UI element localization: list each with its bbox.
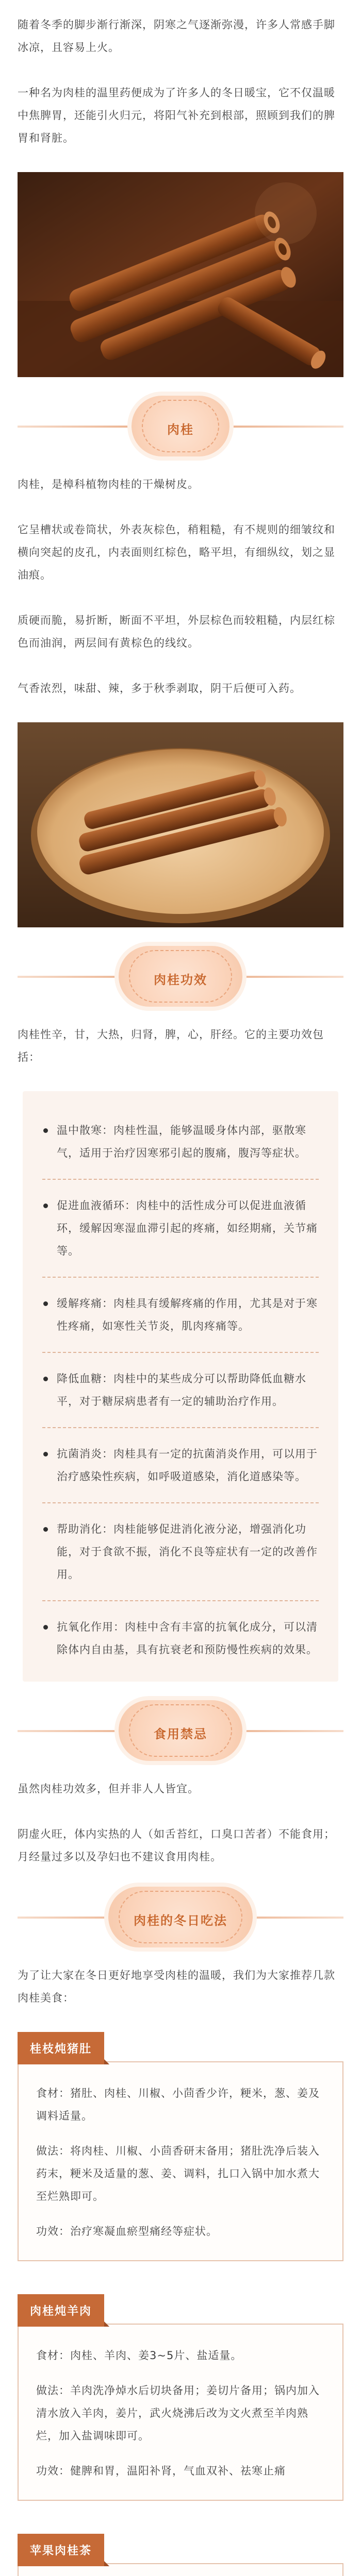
- effects-box: [23, 1091, 338, 1682]
- effect-item: 温中散寒：肉桂性温，能够温暖身体内部，驱散寒气，适用于治疗因寒邪引起的腹痛，腹泻等症状。: [42, 1119, 319, 1164]
- recipe-method: 做法：羊肉洗净焯水后切块备用；姜切片备用；锅内加入清水放入羊肉，姜片，武火烧沸后改为文火煮至羊肉熟烂，加入盐调味即可。: [36, 2384, 320, 2442]
- effect-item: 缓解疼痛：肉桂具有缓解疼痛的作用，尤其是对于寒性疼痛，如寒性关节炎，肌肉疼痛等。: [42, 1292, 319, 1337]
- effect-item: 降低血糖：肉桂中的某些成分可以帮助降低血糖水平，对于糖尿病患者有一定的辅助治疗作用。: [42, 1367, 319, 1413]
- effect-item: 抗氧化作用：肉桂中含有丰富的抗氧化成分，可以清除体内自由基，具有抗衰老和预防慢性疾病的效果。: [42, 1616, 319, 1661]
- recipe-benefit: 功效：治疗寒凝血瘀型痛经等症状。: [36, 2225, 218, 2238]
- effect-item: 抗菌消炎：肉桂具有一定的抗菌消炎作用，可以用于治疗感染性疾病，如呼吸道感染，消化道感染等。: [42, 1443, 319, 1488]
- effects-intro: 肉桂性辛，甘，大热，归肾，脾，心，肝经。它的主要功效包括：: [18, 1028, 324, 1063]
- recipe-title: 苹果肉桂茶: [18, 2534, 104, 2566]
- recipe-card: [18, 2294, 343, 2501]
- effect-item: 帮助消化：肉桂能够促进消化液分泌，增强消化功能，对于食欲不振，消化不良等症状有一定的改善作用。: [42, 1518, 319, 1586]
- recipe-title: 肉桂炖羊肉: [18, 2294, 104, 2327]
- section-title-gongxiao: [18, 927, 343, 1010]
- recipe-ingredients: 食材：肉桂、羊肉、姜3~5片、盐适量。: [36, 2349, 242, 2362]
- section-title-shipu: [18, 1868, 343, 1951]
- section-title-rougui: [18, 377, 343, 460]
- recipe-card: [18, 2534, 343, 2576]
- recipe-title: 桂枝炖猪肚: [18, 2032, 104, 2064]
- cinnamon-plate-photo: [18, 722, 343, 927]
- effect-item: 促进血液循环：肉桂中的活性成分可以促进血液循环，缓解因寒湿血滞引起的疼痛，如经期痛，关节痛等。: [42, 1194, 319, 1262]
- intro-paragraph-2: 一种名为肉桂的温里药便成为了许多人的冬日暖宝，它不仅温暖中焦脾胃，还能引火归元，将阳气补充到根部，照顾到我们的脾胃和肾脏。: [18, 87, 335, 144]
- recipe-benefit: 功效：健脾和胃，温阳补肾，气血双补、祛寒止痛: [36, 2465, 286, 2477]
- section-label: 食用禁忌: [154, 1727, 207, 1741]
- about-paragraph-3: 质硬而脆，易折断，断面不平坦，外层棕色而较粗糙，内层红棕色而油润，两层间有黄棕色的线纹。: [18, 614, 335, 649]
- recipe-ingredients: 食材：猪肚、肉桂、川椒、小茴香少许，粳米，葱、姜及调料适量。: [36, 2087, 320, 2122]
- section-label: 肉桂的冬日吃法: [134, 1913, 227, 1928]
- taboo-paragraph-1: 虽然肉桂功效多，但并非人人皆宜。: [18, 1783, 199, 1795]
- intro-paragraph-1: 随着冬季的脚步渐行渐深，阴寒之气逐渐弥漫，许多人常感手脚冰凉，且容易上火。: [18, 19, 335, 54]
- taboo-paragraph-2: 阴虚火旺，体内实热的人（如舌苔红，口臭口苦者）不能食用；月经量过多以及孕妇也不建议食用肉桂。: [18, 1828, 335, 1863]
- recipes-intro: 为了让大家在冬日更好地享受肉桂的温暖，我们为大家推荐几款肉桂美食：: [18, 1969, 335, 2004]
- section-label: 肉桂: [167, 422, 194, 437]
- about-paragraph-1: 肉桂，是樟科植物肉桂的干燥树皮。: [18, 478, 199, 490]
- about-paragraph-4: 气香浓烈，味甜、辣，多于秋季剥取，阴干后便可入药。: [18, 682, 301, 694]
- about-paragraph-2: 它呈槽状或卷筒状，外表灰棕色，稍粗糙，有不规则的细皱纹和横向突起的皮孔，内表面则红棕色，略平坦，有细纵纹，划之显油痕。: [18, 523, 335, 581]
- section-label: 肉桂功效: [154, 973, 207, 987]
- recipe-method: 做法：将肉桂、川椒、小茴香研末备用；猪肚洗净后装入药末，粳米及适量的葱、姜、调料，扎口入锅中加水煮大至烂熟即可。: [36, 2145, 320, 2202]
- cinnamon-sticks-photo: [18, 172, 343, 377]
- recipe-card: [18, 2032, 343, 2261]
- section-title-yongfa: [18, 1682, 343, 1764]
